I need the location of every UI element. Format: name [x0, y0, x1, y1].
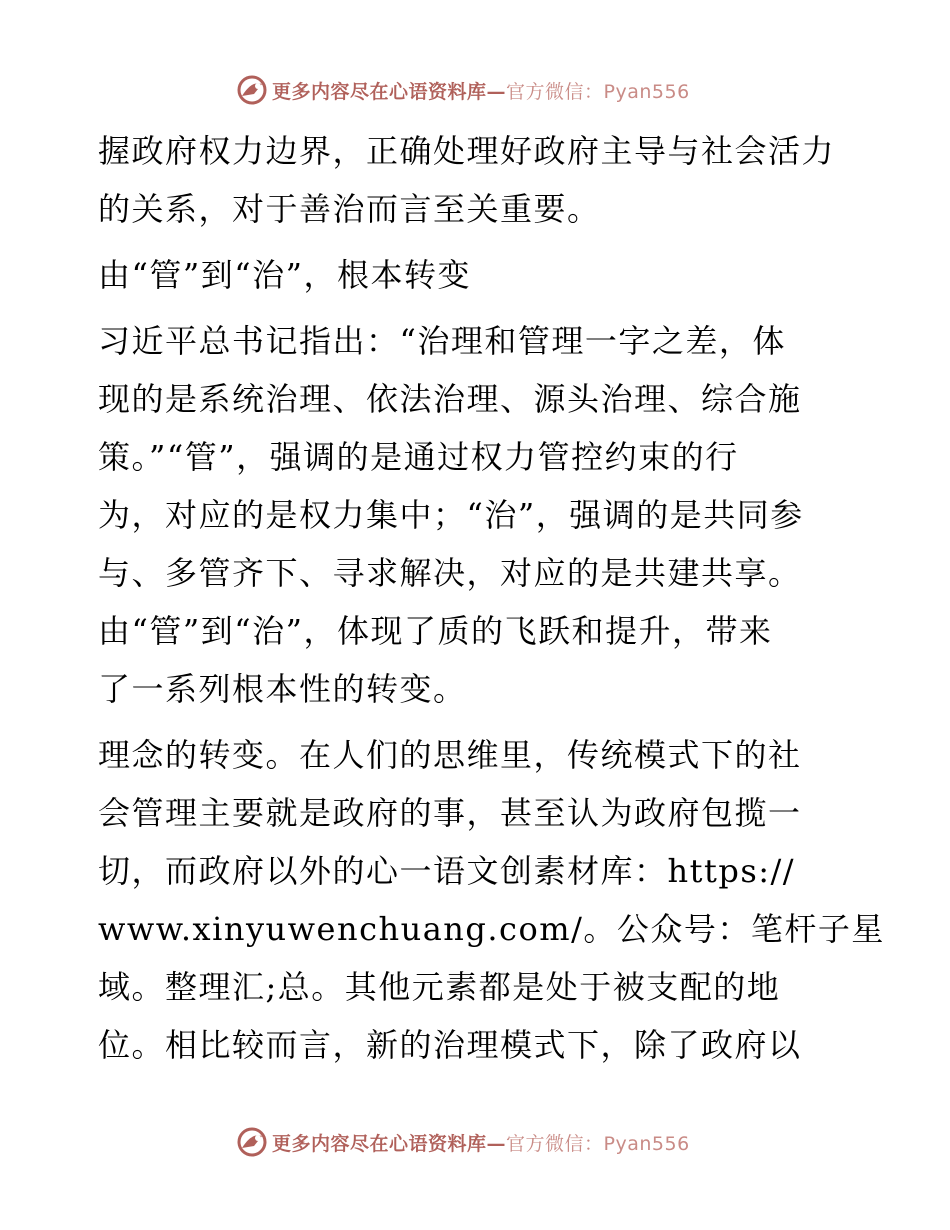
text-line: 现的是系统治理、依法治理、源头治理、综合施: [98, 380, 802, 418]
watermark-wechat: 官方微信：Pyan556: [506, 1132, 690, 1155]
text-line: 习近平总书记指出：“治理和管理一字之差，体: [98, 322, 786, 360]
watermark-wechat: 官方微信：Pyan556: [506, 80, 690, 103]
text-line: 策。”“管”，强调的是通过权力管控约束的行: [98, 438, 739, 476]
text-line: 理念的转变。在人们的思维里，传统模式下的社: [98, 736, 802, 774]
text-line: 由“管”到“治”，根本转变: [98, 256, 471, 294]
logo-icon: [236, 74, 268, 106]
logo-icon: [236, 1126, 268, 1158]
text-line: 会管理主要就是政府的事，甚至认为政府包揽一: [98, 794, 802, 832]
text-line: www.xinyuwenchuang.com/。公众号：笔杆子星: [98, 910, 885, 948]
text-line: 位。相比较而言，新的治理模式下，除了政府以: [98, 1026, 802, 1064]
watermark-text: 更多内容尽在心语资料库—: [272, 1132, 507, 1155]
text-line: 切，而政府以外的心一语文创素材库：https://: [98, 852, 796, 890]
section-heading: [98, 246, 858, 304]
text-line: 了一系列根本性的转变。: [98, 670, 467, 708]
paragraph: [98, 726, 885, 1074]
text-line: 域。整理汇;总。其他元素都是处于被支配的地: [98, 968, 781, 1006]
watermark-text: 更多内容尽在心语资料库—: [272, 80, 507, 103]
paragraph: [98, 312, 858, 718]
paragraph: [98, 122, 858, 238]
text-line: 与、多管齐下、寻求解决，对应的是共建共享。: [98, 554, 802, 592]
watermark-banner-bottom: [236, 1124, 716, 1160]
text-line: 为，对应的是权力集中；“治”，强调的是共同参: [98, 496, 804, 534]
watermark-banner-top: [236, 72, 716, 108]
document-body: [98, 122, 885, 1082]
text-line: 握政府权力边界，正确处理好政府主导与社会活力: [98, 132, 836, 170]
text-line: 由“管”到“治”，体现了质的飞跃和提升，带来: [98, 612, 773, 650]
text-line: 的关系，对于善治而言至关重要。: [98, 190, 601, 228]
